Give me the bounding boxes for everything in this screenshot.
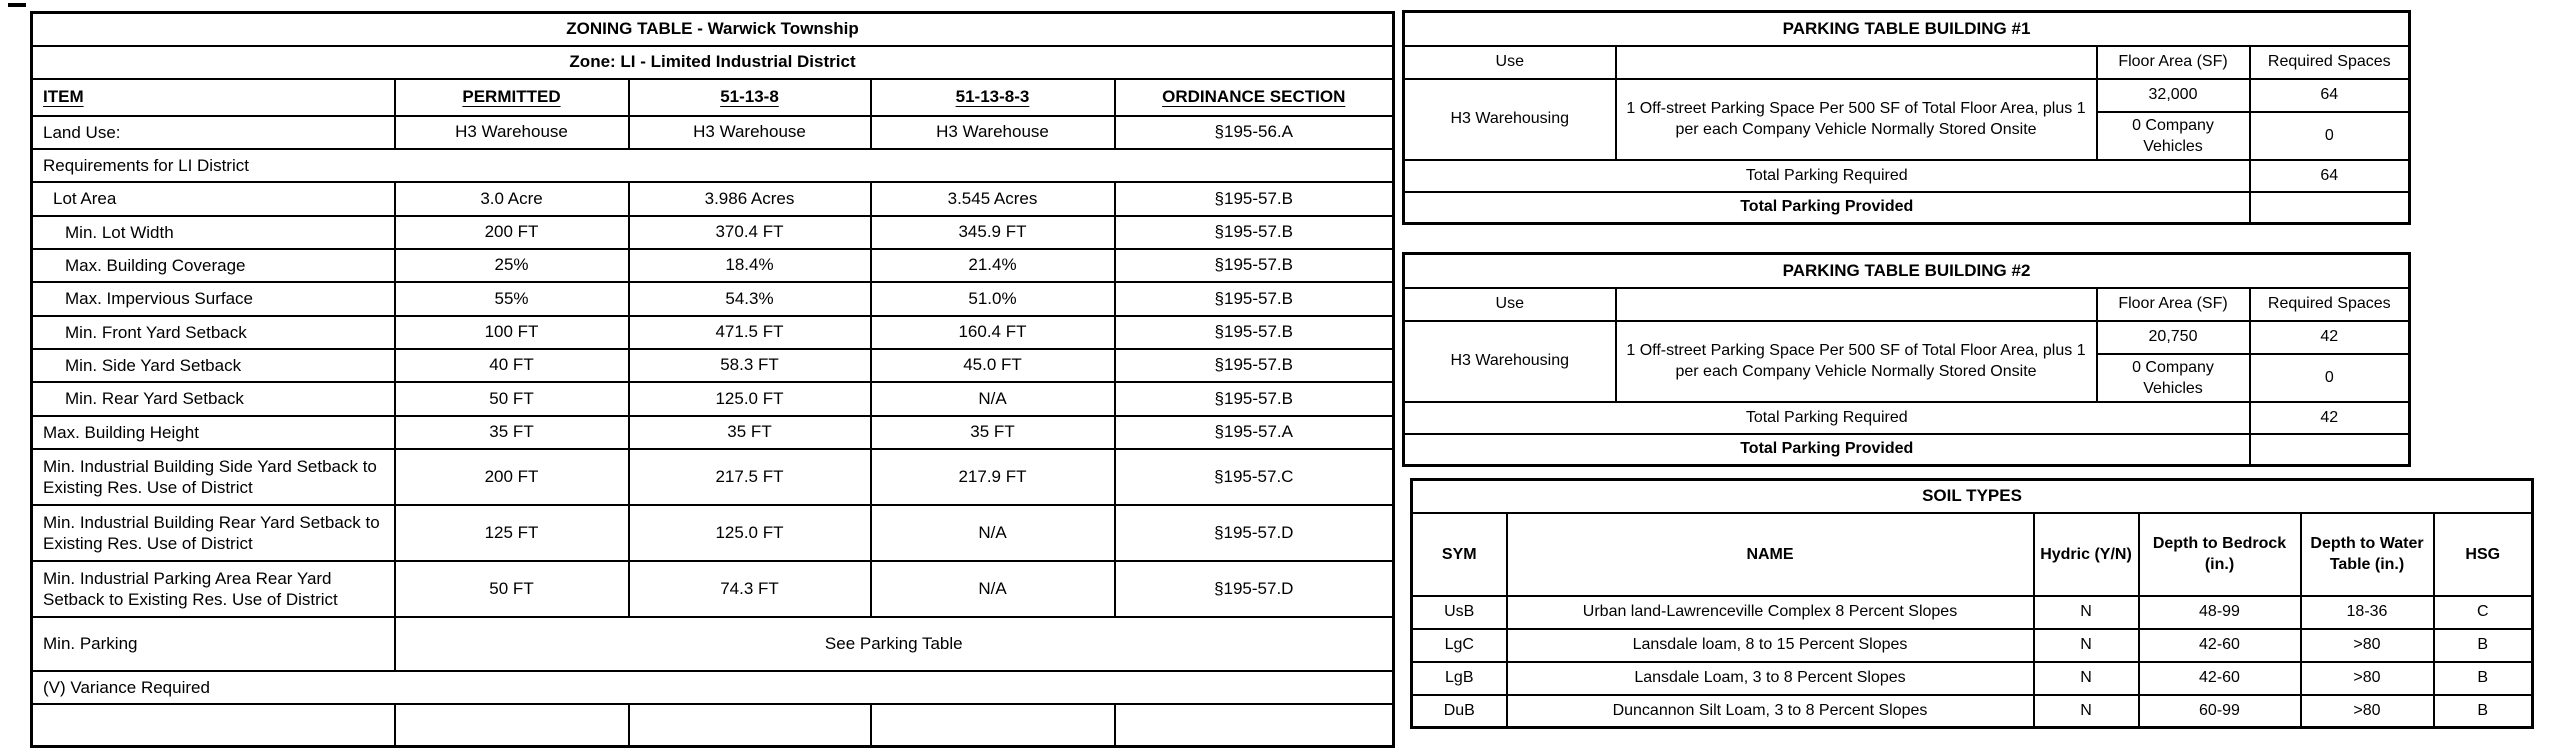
zoning-value-cell: N/A	[871, 505, 1115, 561]
zoning-item-cell: Max. Building Height	[32, 416, 395, 449]
zoning-header-ordinance: ORDINANCE SECTION	[1115, 79, 1394, 116]
zoning-value-cell: 51.0%	[871, 282, 1115, 316]
soil-header-hydric: Hydric (Y/N)	[2034, 513, 2139, 596]
parking1-required-spaces-header: Required Spaces	[2250, 46, 2410, 79]
zoning-item-cell: Min. Parking	[32, 617, 395, 671]
zoning-variance-note: (V) Variance Required	[32, 671, 1394, 704]
soil-hsg-cell: B	[2434, 662, 2533, 695]
zoning-value-cell: N/A	[871, 561, 1115, 617]
zoning-value-cell: 217.9 FT	[871, 449, 1115, 505]
table-row	[32, 704, 1394, 747]
soil-bedrock-cell: 42-60	[2139, 662, 2301, 695]
zoning-ordinance-cell: §195-57.B	[1115, 216, 1394, 249]
soil-hsg-cell: C	[2434, 596, 2533, 629]
zoning-header-51-13-8: 51-13-8	[629, 79, 871, 116]
zoning-ordinance-cell: §195-57.C	[1115, 449, 1394, 505]
zoning-value-cell: 3.545 Acres	[871, 182, 1115, 216]
zoning-value-cell: H3 Warehouse	[395, 116, 629, 149]
table-row	[1412, 513, 2533, 596]
soil-header-water-table: Depth to Water Table (in.)	[2301, 513, 2434, 596]
parking2-title: PARKING TABLE BUILDING #2	[1404, 254, 2410, 288]
zoning-value-cell: 50 FT	[395, 382, 629, 416]
table-row	[32, 79, 1394, 116]
zoning-value-cell: 200 FT	[395, 449, 629, 505]
zoning-value-cell: 40 FT	[395, 349, 629, 382]
parking2-total-required-label: Total Parking Required	[1404, 402, 2250, 434]
soil-name-cell: Lansdale Loam, 3 to 8 Percent Slopes	[1507, 662, 2034, 695]
parking2-floor-area-spaces: 42	[2250, 321, 2410, 354]
parking2-use-header: Use	[1404, 288, 1616, 321]
zoning-item-cell: Max. Building Coverage	[32, 249, 395, 282]
parking1-total-provided-label: Total Parking Provided	[1404, 192, 2250, 224]
parking1-total-required-value: 64	[2250, 160, 2410, 192]
zoning-value-cell: 125.0 FT	[629, 505, 871, 561]
zoning-header-item: ITEM	[32, 79, 395, 116]
parking1-total-provided-value	[2250, 192, 2410, 224]
table-row	[32, 449, 1394, 505]
table-row	[1404, 402, 2410, 434]
zoning-ordinance-cell: §195-57.D	[1115, 505, 1394, 561]
zoning-value-cell: N/A	[871, 382, 1115, 416]
zoning-header-permitted: PERMITTED	[395, 79, 629, 116]
table-row	[32, 416, 1394, 449]
table-row	[32, 249, 1394, 282]
parking1-floor-area-value: 32,000	[2097, 79, 2250, 112]
table-row	[32, 316, 1394, 349]
table-row	[1404, 192, 2410, 224]
zoning-ordinance-cell: §195-56.A	[1115, 116, 1394, 149]
soil-water-cell: 18-36	[2301, 596, 2434, 629]
soil-hydric-cell: N	[2034, 629, 2139, 662]
zoning-item-cell: Min. Front Yard Setback	[32, 316, 395, 349]
parking2-total-required-value: 42	[2250, 402, 2410, 434]
soil-header-bedrock: Depth to Bedrock (in.)	[2139, 513, 2301, 596]
zoning-ordinance-cell: §195-57.A	[1115, 416, 1394, 449]
table-row	[32, 617, 1394, 671]
empty-cell	[1115, 704, 1394, 747]
zoning-value-cell: 21.4%	[871, 249, 1115, 282]
table-row	[1412, 695, 2533, 728]
zoning-item-cell: Min. Rear Yard Setback	[32, 382, 395, 416]
zoning-item-cell: Min. Industrial Building Side Yard Setback to Existing Res. Use of District	[32, 449, 395, 505]
parking2-use-cell: H3 Warehousing	[1404, 321, 1616, 402]
empty-cell	[629, 704, 871, 747]
zoning-value-cell: 35 FT	[395, 416, 629, 449]
table-row	[1412, 629, 2533, 662]
zoning-value-cell: 58.3 FT	[629, 349, 871, 382]
soil-header-hsg: HSG	[2434, 513, 2533, 596]
zoning-ordinance-cell: §195-57.B	[1115, 182, 1394, 216]
table-row	[1412, 662, 2533, 695]
parking2-floor-area-header: Floor Area (SF)	[2097, 288, 2250, 321]
zoning-value-cell: 160.4 FT	[871, 316, 1115, 349]
parking1-floor-area-spaces: 64	[2250, 79, 2410, 112]
parking-table-building-1	[1402, 10, 2411, 225]
zoning-ordinance-cell: §195-57.B	[1115, 249, 1394, 282]
soil-water-cell: >80	[2301, 662, 2434, 695]
zoning-value-cell: H3 Warehouse	[629, 116, 871, 149]
soil-header-sym: SYM	[1412, 513, 1507, 596]
zoning-value-cell: 55%	[395, 282, 629, 316]
zoning-section-label: Requirements for LI District	[32, 149, 1394, 182]
soil-sym-cell: DuB	[1412, 695, 1507, 728]
table-row	[32, 216, 1394, 249]
zoning-value-cell: 370.4 FT	[629, 216, 871, 249]
zoning-title: ZONING TABLE - Warwick Township	[32, 13, 1394, 46]
parking1-use-header: Use	[1404, 46, 1616, 79]
zoning-value-cell: 3.0 Acre	[395, 182, 629, 216]
table-row	[1404, 46, 2410, 79]
zoning-value-cell: 74.3 FT	[629, 561, 871, 617]
empty-cell	[395, 704, 629, 747]
zoning-ordinance-cell: §195-57.B	[1115, 316, 1394, 349]
table-row	[32, 561, 1394, 617]
parking1-vehicles-value: 0 Company Vehicles	[2097, 112, 2250, 160]
zoning-ordinance-cell: §195-57.B	[1115, 282, 1394, 316]
table-row	[32, 382, 1394, 416]
soil-types-table	[1410, 478, 2534, 729]
table-row	[32, 116, 1394, 149]
parking2-floor-area-value: 20,750	[2097, 321, 2250, 354]
soil-title: SOIL TYPES	[1412, 480, 2533, 513]
zoning-value-cell: 345.9 FT	[871, 216, 1115, 249]
soil-bedrock-cell: 60-99	[2139, 695, 2301, 728]
zoning-value-cell: 25%	[395, 249, 629, 282]
parking2-rule-header-empty	[1616, 288, 2097, 321]
zoning-item-cell: Min. Side Yard Setback	[32, 349, 395, 382]
table-row	[1404, 254, 2410, 288]
soil-water-cell: >80	[2301, 629, 2434, 662]
parking2-vehicles-value: 0 Company Vehicles	[2097, 354, 2250, 402]
zoning-ordinance-cell: §195-57.B	[1115, 382, 1394, 416]
zoning-value-cell: 35 FT	[871, 416, 1115, 449]
zoning-value-cell: 18.4%	[629, 249, 871, 282]
zoning-item-cell: Lot Area	[32, 182, 395, 216]
soil-hsg-cell: B	[2434, 629, 2533, 662]
parking2-total-provided-label: Total Parking Provided	[1404, 434, 2250, 466]
zoning-value-cell: 35 FT	[629, 416, 871, 449]
zoning-value-cell: 125.0 FT	[629, 382, 871, 416]
table-row	[32, 149, 1394, 182]
soil-hydric-cell: N	[2034, 596, 2139, 629]
parking1-floor-area-header: Floor Area (SF)	[2097, 46, 2250, 79]
table-row	[1404, 79, 2410, 112]
soil-sym-cell: LgC	[1412, 629, 1507, 662]
table-row	[1412, 480, 2533, 513]
soil-name-cell: Lansdale loam, 8 to 15 Percent Slopes	[1507, 629, 2034, 662]
soil-name-cell: Duncannon Silt Loam, 3 to 8 Percent Slopes	[1507, 695, 2034, 728]
zoning-ordinance-cell: §195-57.D	[1115, 561, 1394, 617]
soil-water-cell: >80	[2301, 695, 2434, 728]
table-row	[1404, 288, 2410, 321]
table-row	[32, 349, 1394, 382]
zoning-value-cell: 45.0 FT	[871, 349, 1115, 382]
parking2-rule-cell: 1 Off-street Parking Space Per 500 SF of Total Floor Area, plus 1 per each Company Vehicle Normally Stored Onsite	[1616, 321, 2097, 402]
zoning-item-cell: Min. Industrial Parking Area Rear Yard Setback to Existing Res. Use of District	[32, 561, 395, 617]
table-row	[32, 671, 1394, 704]
zoning-see-parking-cell: See Parking Table	[395, 617, 1394, 671]
soil-sym-cell: LgB	[1412, 662, 1507, 695]
zoning-item-cell: Max. Impervious Surface	[32, 282, 395, 316]
parking1-title: PARKING TABLE BUILDING #1	[1404, 12, 2410, 46]
soil-name-cell: Urban land-Lawrenceville Complex 8 Percent Slopes	[1507, 596, 2034, 629]
zoning-value-cell: 100 FT	[395, 316, 629, 349]
zoning-value-cell: 471.5 FT	[629, 316, 871, 349]
zoning-ordinance-cell: §195-57.B	[1115, 349, 1394, 382]
parking2-required-spaces-header: Required Spaces	[2250, 288, 2410, 321]
soil-hydric-cell: N	[2034, 662, 2139, 695]
zoning-item-cell: Min. Lot Width	[32, 216, 395, 249]
zoning-value-cell: H3 Warehouse	[871, 116, 1115, 149]
zoning-subtitle: Zone: LI - Limited Industrial District	[32, 46, 1394, 79]
table-row	[1412, 596, 2533, 629]
empty-cell	[32, 704, 395, 747]
empty-cell	[871, 704, 1115, 747]
zoning-item-cell: Min. Industrial Building Rear Yard Setback to Existing Res. Use of District	[32, 505, 395, 561]
zoning-value-cell: 3.986 Acres	[629, 182, 871, 216]
table-row	[32, 46, 1394, 79]
zoning-value-cell: 200 FT	[395, 216, 629, 249]
table-row	[1404, 434, 2410, 466]
parking1-vehicles-spaces: 0	[2250, 112, 2410, 160]
table-row	[1404, 12, 2410, 46]
zoning-value-cell: 217.5 FT	[629, 449, 871, 505]
table-row	[1404, 160, 2410, 192]
parking1-rule-header-empty	[1616, 46, 2097, 79]
parking-table-building-2	[1402, 252, 2411, 467]
table-row	[32, 182, 1394, 216]
table-row	[32, 282, 1394, 316]
parking2-total-provided-value	[2250, 434, 2410, 466]
zoning-item-cell: Land Use:	[32, 116, 395, 149]
soil-bedrock-cell: 48-99	[2139, 596, 2301, 629]
table-row	[32, 13, 1394, 46]
table-row	[1404, 321, 2410, 354]
soil-sym-cell: UsB	[1412, 596, 1507, 629]
soil-hsg-cell: B	[2434, 695, 2533, 728]
zoning-value-cell: 54.3%	[629, 282, 871, 316]
parking1-rule-cell: 1 Off-street Parking Space Per 500 SF of Total Floor Area, plus 1 per each Company Vehicle Normally Stored Onsite	[1616, 79, 2097, 160]
parking1-use-cell: H3 Warehousing	[1404, 79, 1616, 160]
soil-header-name: NAME	[1507, 513, 2034, 596]
soil-bedrock-cell: 42-60	[2139, 629, 2301, 662]
line-fragment	[8, 3, 26, 7]
zoning-table	[30, 11, 1395, 748]
zoning-value-cell: 50 FT	[395, 561, 629, 617]
parking1-total-required-label: Total Parking Required	[1404, 160, 2250, 192]
parking2-vehicles-spaces: 0	[2250, 354, 2410, 402]
zoning-value-cell: 125 FT	[395, 505, 629, 561]
zoning-header-51-13-8-3: 51-13-8-3	[871, 79, 1115, 116]
soil-hydric-cell: N	[2034, 695, 2139, 728]
table-row	[32, 505, 1394, 561]
